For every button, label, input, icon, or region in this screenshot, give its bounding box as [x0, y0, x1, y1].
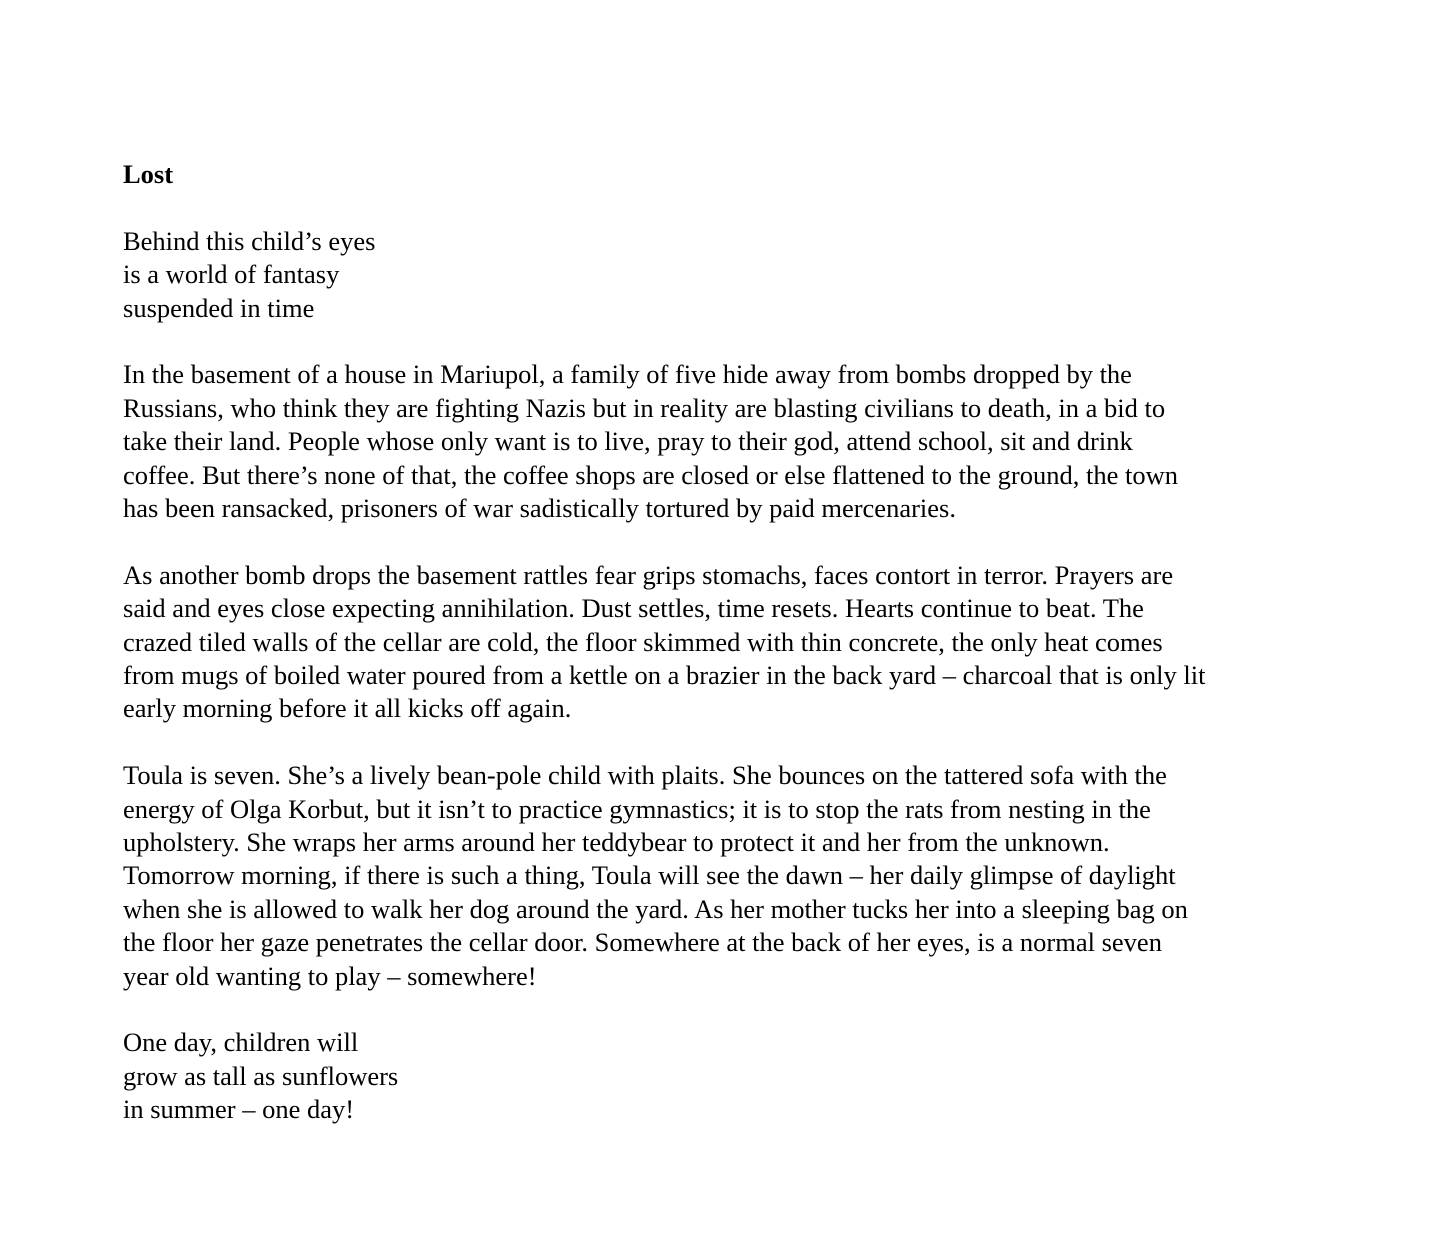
paragraph-line: Toula is seven. She’s a lively bean-pole child with plaits. She bounces on the tattered sofa with the — [123, 760, 1167, 791]
paragraph-line: upholstery. She wraps her arms around her teddybear to protect it and her from the unknown. — [123, 827, 1110, 858]
spacer — [123, 993, 1343, 1026]
closing-haiku — [123, 1026, 1343, 1126]
paragraph-line: Russians, who think they are fighting Nazis but in reality are blasting civilians to death, in a bid to — [123, 392, 1166, 423]
paragraph-line: early morning before it all kicks off again. — [123, 693, 572, 724]
spacer — [123, 525, 1343, 558]
paragraph-line: coffee. But there’s none of that, the coffee shops are closed or else flattened to the ground, the town — [123, 459, 1178, 490]
haiku-line: suspended in time — [123, 292, 315, 323]
paragraph-line: the floor her gaze penetrates the cellar door. Somewhere at the back of her eyes, is a normal seven — [123, 927, 1162, 958]
spacer — [123, 726, 1343, 759]
paragraph-line: has been ransacked, prisoners of war sadistically tortured by paid mercenaries. — [123, 493, 956, 524]
paragraph-line: Tomorrow morning, if there is such a thing, Toula will see the dawn – her daily glimpse of daylight — [123, 860, 1176, 891]
paragraph-line: crazed tiled walls of the cellar are cold, the floor skimmed with thin concrete, the only heat comes — [123, 626, 1163, 657]
paragraph-line: energy of Olga Korbut, but it isn’t to practice gymnastics; it is to stop the rats from nesting in the — [123, 793, 1151, 824]
haiku-line: grow as tall as sunflowers — [123, 1060, 399, 1091]
haiku-line: One day, children will — [123, 1027, 359, 1058]
spacer — [123, 325, 1343, 358]
paragraph-line: said and eyes close expecting annihilation. Dust settles, time resets. Hearts continue to beat. The — [123, 593, 1144, 624]
document-title: Lost — [123, 159, 174, 189]
haiku-line: in summer – one day! — [123, 1094, 355, 1125]
paragraph-toula — [123, 759, 1343, 993]
paragraph-bomb — [123, 559, 1343, 726]
opening-haiku — [123, 225, 1343, 325]
paragraph-basement — [123, 358, 1343, 525]
paragraph-line: from mugs of boiled water poured from a kettle on a brazier in the back yard – charcoal that is only lit — [123, 660, 1206, 691]
paragraph-line: As another bomb drops the basement rattles fear grips stomachs, faces contort in terror. Prayers are — [123, 559, 1174, 590]
paragraph-line: when she is allowed to walk her dog around the yard. As her mother tucks her into a sleeping bag on — [123, 893, 1188, 924]
haiku-line: is a world of fantasy — [123, 259, 340, 290]
paragraph-line: In the basement of a house in Mariupol, a family of five hide away from bombs dropped by the — [123, 359, 1132, 390]
haiku-line: Behind this child’s eyes — [123, 225, 376, 256]
document-page — [123, 158, 1343, 1127]
spacer — [123, 191, 1343, 224]
paragraph-line: take their land. People whose only want is to live, pray to their god, attend school, sit and drink — [123, 426, 1133, 457]
paragraph-line: year old wanting to play – somewhere! — [123, 960, 537, 991]
